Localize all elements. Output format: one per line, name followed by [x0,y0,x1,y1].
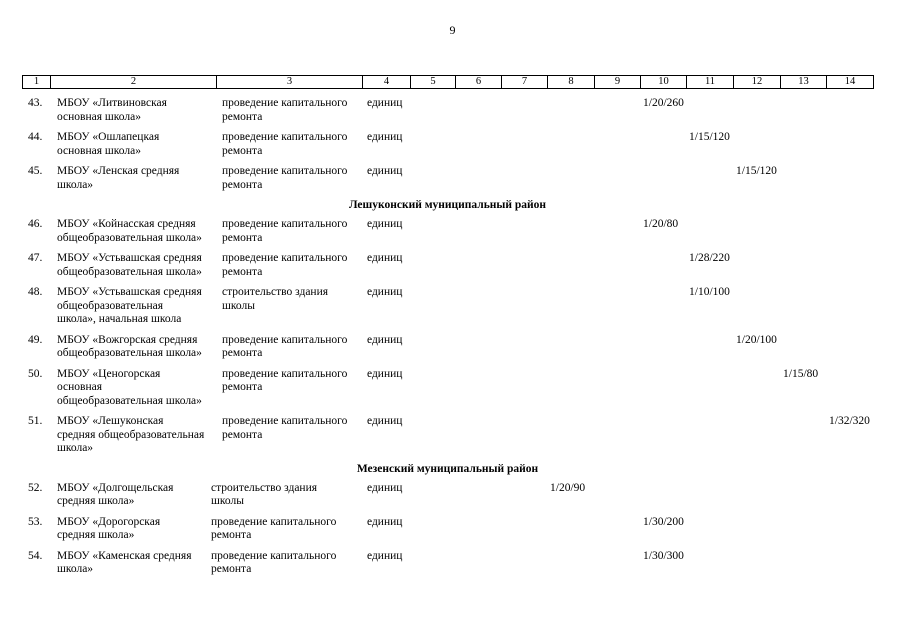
work-type [211,550,362,577]
section [22,97,873,199]
value-cell [547,165,594,192]
value-cell [686,334,733,361]
school-name [50,252,216,279]
school-name-line: МБОУ «Устьвашская средняя [57,252,202,264]
value-cell [501,368,547,409]
value-cell [686,218,733,245]
page-number: 9 [449,23,456,37]
work-type [216,131,362,158]
table-row [22,334,873,368]
work-type-line: проведение капитального [222,415,348,427]
value-cell [455,165,501,192]
value-cell [826,482,873,509]
school-name-line: средняя школа» [57,495,135,507]
value-cell [594,131,640,158]
value-cell [410,218,455,245]
value-cell: 1/20/90 [550,481,586,494]
value-cell [594,165,640,192]
school-name [50,368,216,409]
section-title: Лешуконский муниципальный район [348,199,547,211]
school-name-line: общеобразовательная школа» [57,394,202,407]
school-name-line: основная [57,381,103,393]
value-cell: 1/20/100 [736,333,777,346]
value-cell [826,286,873,327]
table-row [22,286,873,334]
column-header-cell: 10 [640,76,686,88]
value-cell [455,252,501,279]
value-cell [594,286,640,327]
value-cell [547,368,594,409]
value-cell [547,131,594,158]
work-type [216,218,362,245]
school-name-line: общеобразовательная школа» [57,265,202,278]
work-type-line: проведение капитального [222,97,348,109]
value-cell [640,482,686,509]
value-cell [733,550,780,577]
value-cell: 1/15/120 [736,165,777,177]
school-name [50,286,216,327]
value-cell [733,252,780,279]
school-name [50,550,216,577]
work-type-line: ремонта [222,381,263,393]
work-type-line: школы [222,299,255,312]
value-cell [547,286,594,327]
school-name [50,131,216,158]
value-cell: 1/15/120 [689,131,730,143]
work-type-line: строительство здания [211,481,318,494]
value-cell: 1/32/320 [829,415,870,427]
value-cell [640,131,686,158]
value-cell [410,516,455,543]
work-type-line: ремонта [222,231,263,244]
table-row [22,516,873,550]
unit-cell: единиц [367,218,403,230]
work-type-line: проведение капитального [222,367,348,380]
column-header-cell: 8 [547,76,594,88]
school-name-line: МБОУ «Долгощельская [57,481,174,494]
value-cell: 1/20/260 [643,97,684,109]
work-type-line: ремонта [222,428,263,441]
column-header-cell: 7 [501,76,547,88]
school-name [50,334,216,361]
value-cell [640,252,686,279]
value-cell [640,368,686,409]
value-cell [594,516,640,543]
school-name [50,218,216,245]
value-cell [780,286,826,327]
unit-cell: единиц [367,97,403,109]
row-number: 43. [28,97,43,109]
value-cell [826,550,873,577]
row-number: 53. [28,515,43,528]
row-number: 51. [28,415,43,427]
value-cell [410,252,455,279]
value-cell: 1/30/300 [643,549,684,562]
value-cell [826,97,873,124]
school-name-line: общеобразовательная [57,299,163,312]
value-cell [455,550,501,577]
value-cell [826,252,873,279]
value-cell [780,415,826,456]
value-cell [780,482,826,509]
value-cell [640,334,686,361]
school-name-line: МБОУ «Каменская средняя [57,549,192,562]
value-cell [686,482,733,509]
unit-cell: единиц [367,415,403,427]
value-cell [686,165,733,192]
row-number: 48. [28,286,43,298]
table-body [22,97,873,584]
value-cell [455,516,501,543]
work-type [216,415,362,456]
value-cell [594,252,640,279]
table-row [22,368,873,416]
unit-cell: единиц [367,286,403,298]
value-cell [455,368,501,409]
value-cell [501,334,547,361]
value-cell [410,286,455,327]
value-cell [733,218,780,245]
table-row [22,218,873,252]
work-type [216,368,362,409]
unit-cell: единиц [367,333,403,346]
value-cell: 1/15/80 [783,367,819,380]
school-name-line: МБОУ «Дорогорская [57,515,161,528]
row-number: 47. [28,252,43,264]
school-name-line: основная школа» [57,144,141,157]
column-header-cell: 13 [780,76,826,88]
school-name-line: средняя общеобразовательная [57,428,205,441]
value-cell [686,415,733,456]
row-number: 49. [28,333,43,346]
school-name-line: МБОУ «Вожгорская средняя [57,333,198,346]
value-cell [547,516,594,543]
section [22,463,873,584]
value-cell [547,218,594,245]
school-name [50,97,216,124]
value-cell [501,165,547,192]
value-cell [733,97,780,124]
value-cell [733,415,780,456]
unit-cell: единиц [367,481,403,494]
work-type [211,516,362,543]
value-cell [780,334,826,361]
column-header-cell: 11 [686,76,733,88]
value-cell [410,482,455,509]
value-cell [686,368,733,409]
value-cell [455,415,501,456]
row-number: 52. [28,481,43,494]
school-name [50,415,216,456]
value-cell: 1/28/220 [689,252,730,264]
value-cell [780,252,826,279]
section [22,199,873,463]
school-name-line: МБОУ «Ценогорская [57,367,161,380]
value-cell [547,334,594,361]
column-header-cell: 1 [22,76,50,88]
value-cell [594,97,640,124]
value-cell [594,550,640,577]
school-name-line: МБОУ «Ошлапецкая [57,131,160,143]
value-cell [455,97,501,124]
unit-cell: единиц [367,549,403,562]
school-name-line: основная школа» [57,110,141,123]
value-cell [547,415,594,456]
value-cell [733,286,780,327]
unit-cell: единиц [367,165,403,177]
value-cell [410,368,455,409]
value-cell [686,516,733,543]
work-type [216,97,362,124]
work-type-line: ремонта [222,110,263,123]
table-row [22,415,873,463]
value-cell [826,131,873,158]
value-cell [780,516,826,543]
column-header-row [22,75,874,89]
work-type-line: ремонта [211,563,252,575]
column-header-cell: 6 [455,76,501,88]
column-header-cell: 2 [50,76,216,88]
value-cell [594,415,640,456]
value-cell [826,165,873,192]
work-type-line: проведение капитального [222,252,348,264]
work-type-line: ремонта [222,347,263,359]
work-type [216,165,362,192]
value-cell [826,516,873,543]
unit-cell: единиц [367,515,403,528]
value-cell [780,165,826,192]
school-name-line: школа» [57,563,94,575]
value-cell [547,97,594,124]
work-type-line: проведение капитального [222,218,348,230]
value-cell [780,131,826,158]
value-cell [733,368,780,409]
work-type [216,286,362,327]
value-cell [594,368,640,409]
value-cell [501,415,547,456]
value-cell [640,165,686,192]
value-cell: 1/30/200 [643,515,684,528]
work-type-line: проведение капитального [211,549,337,562]
column-header-cell: 3 [216,76,362,88]
work-type-line: ремонта [222,265,263,278]
value-cell [455,482,501,509]
value-cell [640,415,686,456]
school-name-line: средняя школа» [57,529,135,541]
table-row [22,131,873,165]
table-row [22,550,873,584]
value-cell [501,131,547,158]
work-type [216,334,362,361]
value-cell [686,97,733,124]
value-cell [594,218,640,245]
table-row [22,482,873,516]
value-cell [733,516,780,543]
work-type-line: проведение капитального [222,333,348,346]
value-cell [780,550,826,577]
column-header-cell: 5 [410,76,455,88]
value-cell [826,218,873,245]
school-name [50,482,216,509]
value-cell [410,165,455,192]
school-name-line: общеобразовательная школа» [57,347,202,359]
school-name-line: МБОУ «Ленская средняя [57,165,180,177]
value-cell [501,516,547,543]
value-cell [410,415,455,456]
table-row [22,97,873,131]
value-cell [501,286,547,327]
value-cell [780,97,826,124]
work-type-line: строительство здания [222,286,329,298]
school-name [50,165,216,192]
value-cell [547,252,594,279]
school-name-line: МБОУ «Лешуконская [57,415,164,427]
value-cell [410,97,455,124]
work-type-line: ремонта [211,529,252,541]
value-cell [733,482,780,509]
row-number: 44. [28,131,43,143]
school-name-line: школа» [57,442,94,454]
value-cell: 1/10/100 [689,286,730,298]
work-type [211,482,362,509]
value-cell [455,131,501,158]
school-name-line: МБОУ «Койнасская средняя [57,218,196,230]
value-cell [826,334,873,361]
work-type-line: проведение капитального [222,165,348,177]
school-name-line: МБОУ «Литвиновская [57,97,167,109]
school-name-line: общеобразовательная школа» [57,231,202,244]
value-cell [501,218,547,245]
value-cell: 1/20/80 [643,218,679,230]
table-row [22,165,873,199]
work-type-line: проведение капитального [222,131,348,143]
work-type-line: ремонта [222,144,263,157]
value-cell [501,550,547,577]
section-title: Мезенский муниципальный район [356,462,539,475]
table-row [22,252,873,286]
work-type-line: проведение капитального [211,515,337,528]
column-header-cell: 12 [733,76,780,88]
value-cell [686,550,733,577]
value-cell [455,286,501,327]
school-name-line: школа», начальная школа [57,313,182,325]
value-cell [594,482,640,509]
unit-cell: единиц [367,131,403,143]
column-header-cell: 4 [362,76,410,88]
school-name [50,516,216,543]
value-cell [501,252,547,279]
value-cell [547,550,594,577]
column-header-cell: 14 [826,76,873,88]
row-number: 45. [28,165,43,177]
value-cell [594,334,640,361]
value-cell [410,131,455,158]
value-cell [640,286,686,327]
school-name-line: школа» [57,178,94,191]
value-cell [501,482,547,509]
value-cell [733,131,780,158]
unit-cell: единиц [367,252,403,264]
school-name-line: МБОУ «Устьвашская средняя [57,286,202,298]
value-cell [410,550,455,577]
work-type-line: ремонта [222,178,263,191]
value-cell [826,368,873,409]
row-number: 46. [28,218,43,230]
unit-cell: единиц [367,367,403,380]
value-cell [455,334,501,361]
value-cell [501,97,547,124]
value-cell [410,334,455,361]
column-header-cell: 9 [594,76,640,88]
row-number: 50. [28,367,43,380]
value-cell [780,218,826,245]
row-number: 54. [28,549,43,562]
work-type-line: школы [211,495,244,507]
work-type [216,252,362,279]
value-cell [455,218,501,245]
